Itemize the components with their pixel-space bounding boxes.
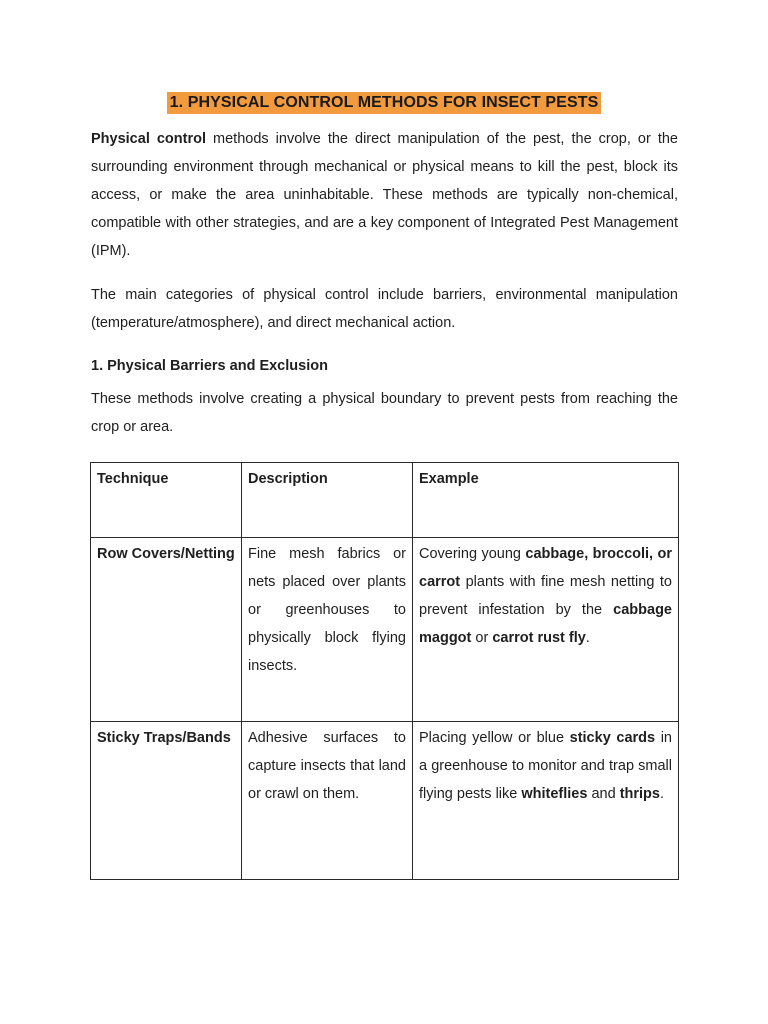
- example-text: .: [659, 786, 664, 802]
- header-technique: Technique: [91, 463, 242, 538]
- table-header-row: [91, 463, 679, 538]
- example-text: or: [471, 630, 493, 646]
- example-bold-text: whiteflies: [521, 786, 588, 802]
- example-text: and: [587, 786, 620, 802]
- header-description: Description: [242, 463, 413, 538]
- intro-paragraph: [91, 125, 678, 265]
- intro-text: methods involve the direct manipulation of the pest, the crop, or the surrounding environment through mechanical or physical means to kill the pest, block its access, or make the area uninhabitable. These methods are typically non-chemical, compatible with other strategies, and are a key component of Integrated Pest Management (IPM).: [91, 131, 678, 259]
- techniques-table: [90, 462, 679, 880]
- description-cell: Fine mesh fabrics or nets placed over plants or greenhouses to physically block flying insects.: [242, 538, 413, 722]
- example-bold-text: carrot rust fly: [492, 630, 586, 646]
- section-description: These methods involve creating a physical boundary to prevent pests from reaching the crop or area.: [91, 391, 678, 435]
- example-cell: [413, 722, 679, 880]
- technique-cell: Row Covers/Netting: [91, 538, 242, 722]
- table-row: [91, 538, 679, 722]
- description-cell: Adhesive surfaces to capture insects that land or crawl on them.: [242, 722, 413, 880]
- example-bold-text: cabbage, broccoli, or carrot: [419, 546, 672, 590]
- example-bold-text: thrips: [619, 786, 660, 802]
- title-container: [0, 92, 768, 114]
- categories-paragraph: The main categories of physical control include barriers, environmental manipulation (temperature/atmosphere), and direct mechanical action.: [91, 287, 678, 331]
- intro-bold-lead: Physical control: [91, 131, 207, 147]
- example-cell: [413, 538, 679, 722]
- page-title: 1. PHYSICAL CONTROL METHODS FOR INSECT PESTS: [167, 92, 602, 114]
- example-bold-text: cabbage maggot: [419, 602, 672, 646]
- example-text: Placing yellow or blue: [419, 730, 570, 746]
- section-heading: 1. Physical Barriers and Exclusion: [91, 358, 328, 374]
- example-bold-text: sticky cards: [569, 730, 656, 746]
- example-text: .: [585, 630, 590, 646]
- example-text: Covering young: [419, 546, 526, 562]
- technique-cell: Sticky Traps/Bands: [91, 722, 242, 880]
- header-example: Example: [413, 463, 679, 538]
- table-row: [91, 722, 679, 880]
- example-text: plants with fine mesh netting to prevent infestation by the: [419, 574, 672, 618]
- example-text: in a greenhouse to monitor and trap small flying pests like: [419, 730, 672, 802]
